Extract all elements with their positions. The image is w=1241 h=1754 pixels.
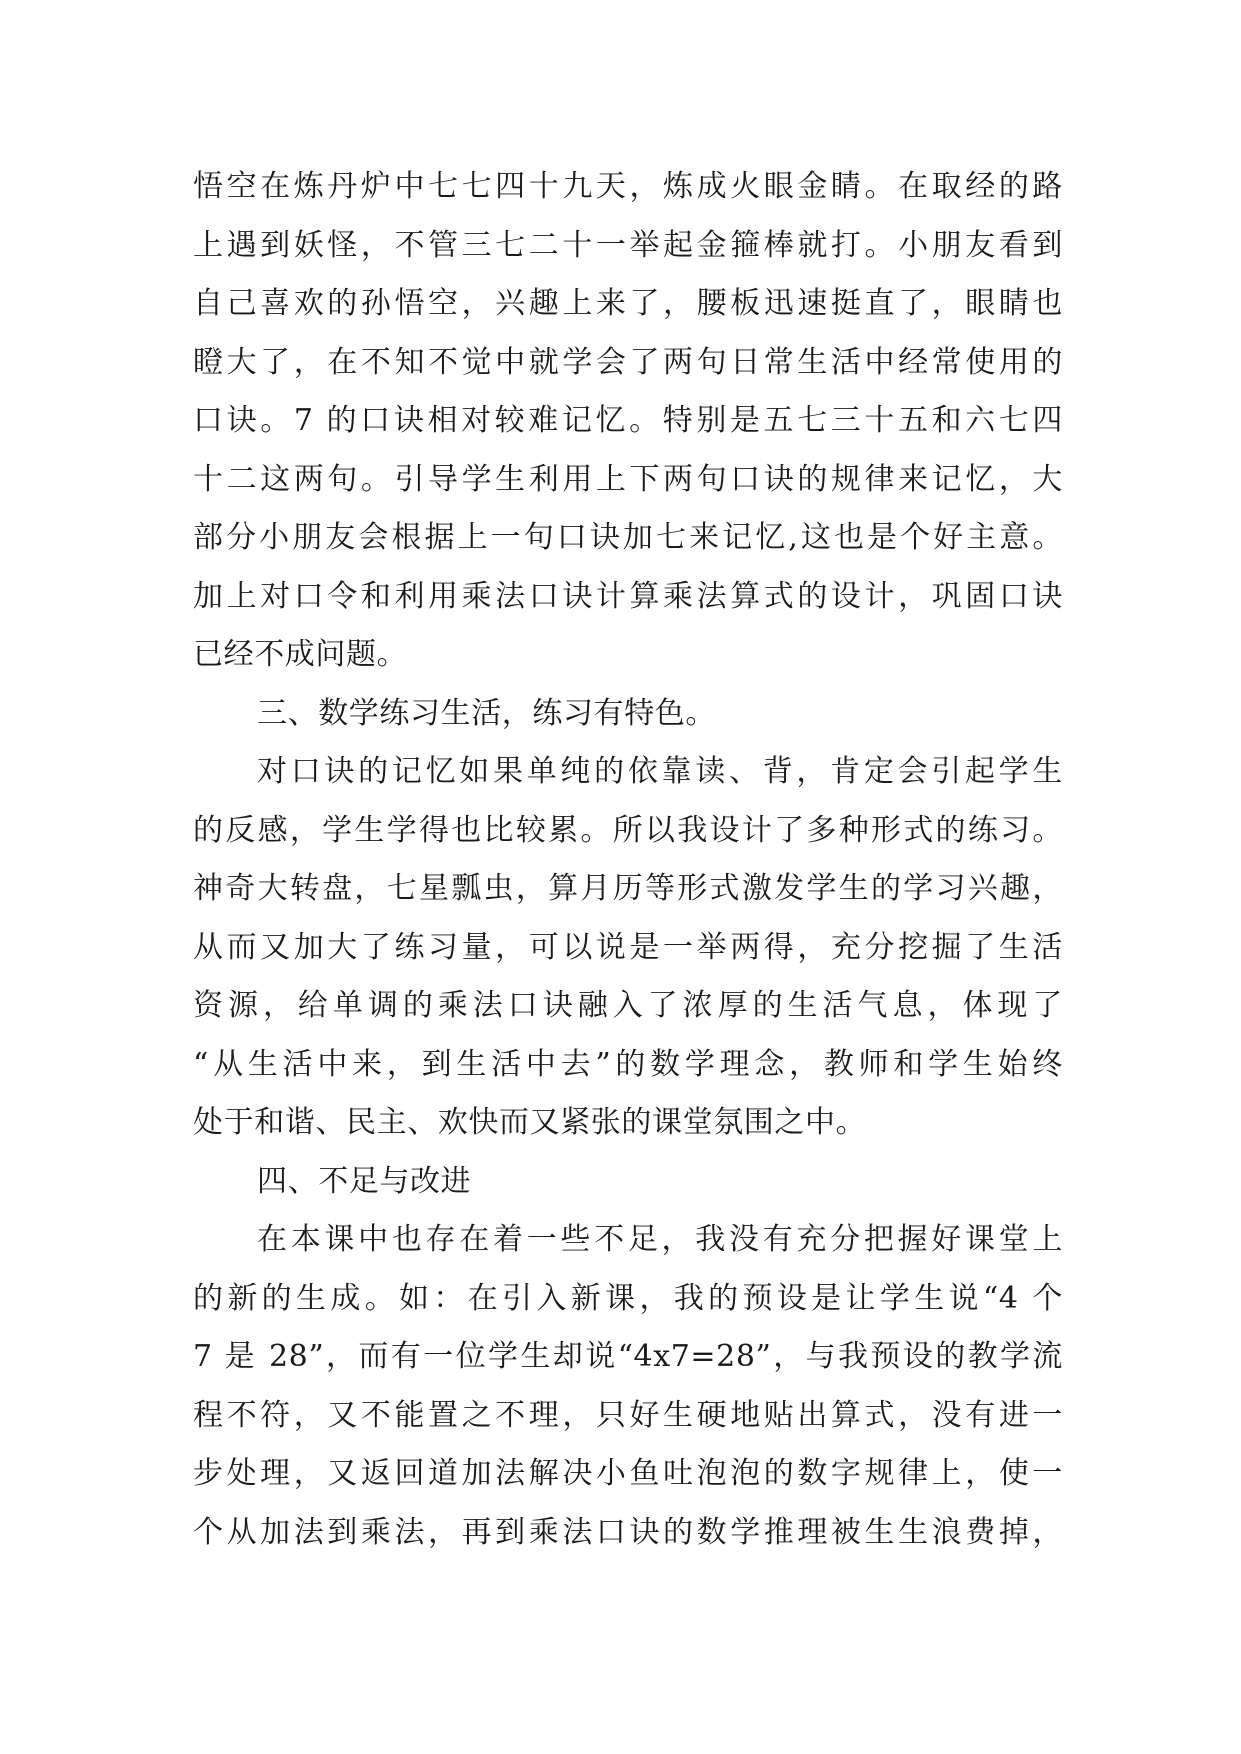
text-line: 步处理，又返回道加法解决小鱼吐泡泡的数字规律上，使一	[193, 1456, 1063, 1491]
text-line: 的反感，学生学得也比较累。所以我设计了多种形式的练习。	[193, 812, 1063, 848]
text-line: 十二这两句。引导学生利用上下两句口诀的规律来记忆，大	[193, 461, 1063, 497]
body-text	[193, 158, 1063, 1562]
text-line: 三、数学练习生活，练习有特色。	[257, 695, 716, 731]
text-line: 程不符，又不能置之不理，只好生硬地贴出算式，没有进一	[193, 1397, 1063, 1433]
text-line: 瞪大了，在不知不觉中就学会了两句日常生活中经常使用的	[193, 344, 1063, 380]
text-line: “从生活中来，到生活中去”的数学理念，教师和学生始终	[193, 1046, 1063, 1082]
text-line: 口诀。7 的口诀相对较难记忆。特别是五七三十五和六七四	[193, 403, 1063, 438]
text-line: 悟空在炼丹炉中七七四十九天，炼成火眼金睛。在取经的路	[193, 169, 1063, 204]
text-line: 7 是 28”，而有一位学生却说“4x7=28”，与我预设的教学流	[193, 1339, 1063, 1374]
text-line: 已经不成问题。	[193, 637, 408, 672]
text-line: 四、不足与改进	[257, 1163, 472, 1199]
text-line: 对口诀的记忆如果单纯的依靠读、背，肯定会引起学生	[257, 754, 1063, 789]
text-line: 从而又加大了练习量，可以说是一举两得，充分挖掘了生活	[193, 929, 1063, 965]
text-line: 资源，给单调的乘法口诀融入了浓厚的生活气息，体现了	[193, 988, 1063, 1023]
text-line: 的新的生成。如：在引入新课，我的预设是让学生说“4 个	[193, 1280, 1063, 1316]
text-line: 加上对口令和利用乘法口诀计算乘法算式的设计，巩固口诀	[193, 578, 1063, 614]
text-line: 自己喜欢的孙悟空，兴趣上来了，腰板迅速挺直了，眼睛也	[193, 286, 1063, 321]
text-line: 处于和谐、民主、欢快而又紧张的课堂氛围之中。	[193, 1105, 867, 1140]
text-line: 个从加法到乘法，再到乘法口诀的数学推理被生生浪费掉，	[193, 1514, 1063, 1550]
text-line: 上遇到妖怪，不管三七二十一举起金箍棒就打。小朋友看到	[193, 227, 1063, 263]
text-line: 部分小朋友会根据上一句口诀加七来记忆,这也是个好主意。	[193, 520, 1063, 555]
text-line: 神奇大转盘，七星瓢虫，算月历等形式激发学生的学习兴趣，	[193, 871, 1063, 906]
text-line: 在本课中也存在着一些不足，我没有充分把握好课堂上	[257, 1222, 1063, 1257]
